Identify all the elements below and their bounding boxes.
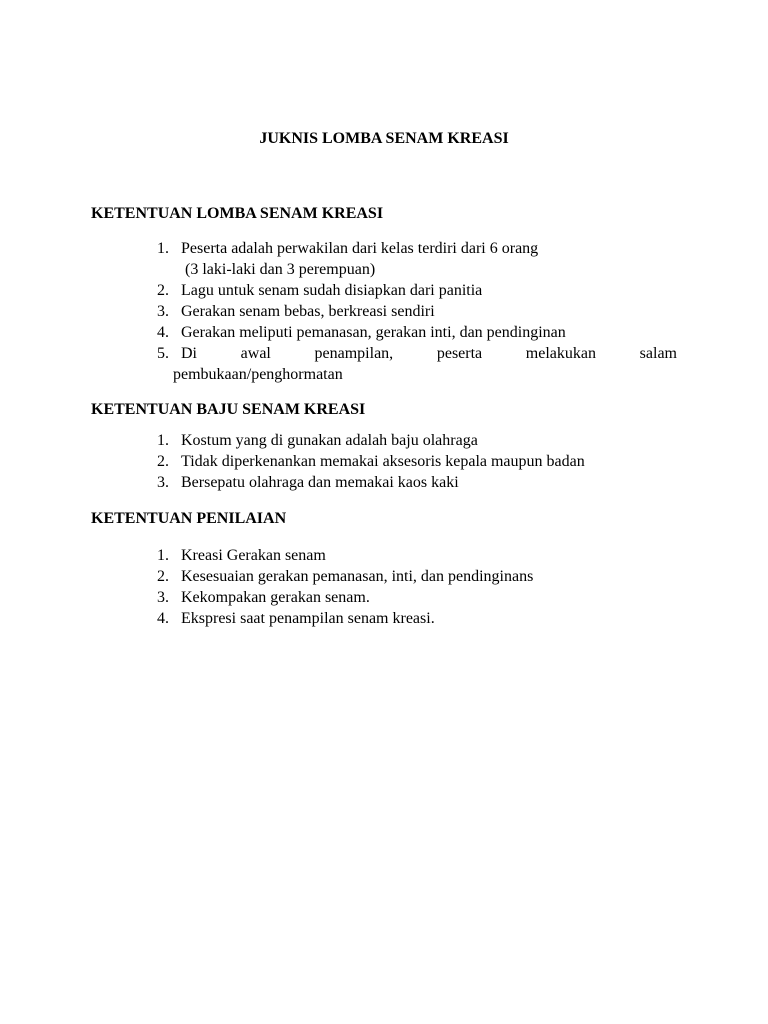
item-number: 1. xyxy=(157,240,169,257)
item-number: 1. xyxy=(157,547,169,564)
list-ketentuan-lomba xyxy=(157,238,677,385)
item-text: Peserta adalah perwakilan dari kelas terdiri dari 6 orang xyxy=(181,240,539,257)
item-text: Ekspresi saat penampilan senam kreasi. xyxy=(181,610,435,627)
list-item xyxy=(157,451,677,472)
list-item xyxy=(157,280,677,301)
item-number: 2. xyxy=(157,453,169,470)
item-number: 1. xyxy=(157,432,169,449)
list-item xyxy=(157,343,677,385)
list-item xyxy=(157,322,677,343)
list-item xyxy=(157,472,677,493)
item-number: 3. xyxy=(157,474,169,491)
item-number: 4. xyxy=(157,610,169,627)
list-item xyxy=(157,587,677,608)
item-number: 4. xyxy=(157,324,169,341)
item-number: 3. xyxy=(157,589,169,606)
list-item xyxy=(157,301,677,322)
item-text-continued: pembukaan/penghormatan xyxy=(173,366,343,383)
item-text: Kesesuaian gerakan pemanasan, inti, dan pendinginans xyxy=(181,568,534,585)
item-text: Di awal penampilan, peserta melakukan salam xyxy=(181,345,677,362)
list-item xyxy=(157,430,677,451)
item-text: Kostum yang di gunakan adalah baju olahraga xyxy=(181,432,478,449)
item-text: Lagu untuk senam sudah disiapkan dari panitia xyxy=(181,282,483,299)
item-text: Kekompakan gerakan senam. xyxy=(181,589,370,606)
item-text: Kreasi Gerakan senam xyxy=(181,547,326,564)
item-number: 5. xyxy=(157,345,169,362)
section-heading-lomba: KETENTUAN LOMBA SENAM KREASI xyxy=(91,205,384,222)
list-ketentuan-penilaian xyxy=(157,545,677,629)
list-item xyxy=(157,608,677,629)
item-text: Gerakan meliputi pemanasan, gerakan inti, dan pendinginan xyxy=(181,324,566,341)
list-ketentuan-baju xyxy=(157,430,677,493)
item-number: 2. xyxy=(157,282,169,299)
item-number: 2. xyxy=(157,568,169,585)
item-text: Tidak diperkenankan memakai aksesoris kepala maupun badan xyxy=(181,453,585,470)
section-heading-baju: KETENTUAN BAJU SENAM KREASI xyxy=(91,401,366,418)
list-item xyxy=(157,238,677,280)
item-text: Gerakan senam bebas, berkreasi sendiri xyxy=(181,303,435,320)
item-number: 3. xyxy=(157,303,169,320)
section-heading-penilaian: KETENTUAN PENILAIAN xyxy=(91,510,287,527)
item-text-continued: (3 laki-laki dan 3 perempuan) xyxy=(185,261,376,278)
list-item xyxy=(157,545,677,566)
list-item xyxy=(157,566,677,587)
item-text: Bersepatu olahraga dan memakai kaos kaki xyxy=(181,474,459,491)
document-title: JUKNIS LOMBA SENAM KREASI xyxy=(259,130,509,147)
